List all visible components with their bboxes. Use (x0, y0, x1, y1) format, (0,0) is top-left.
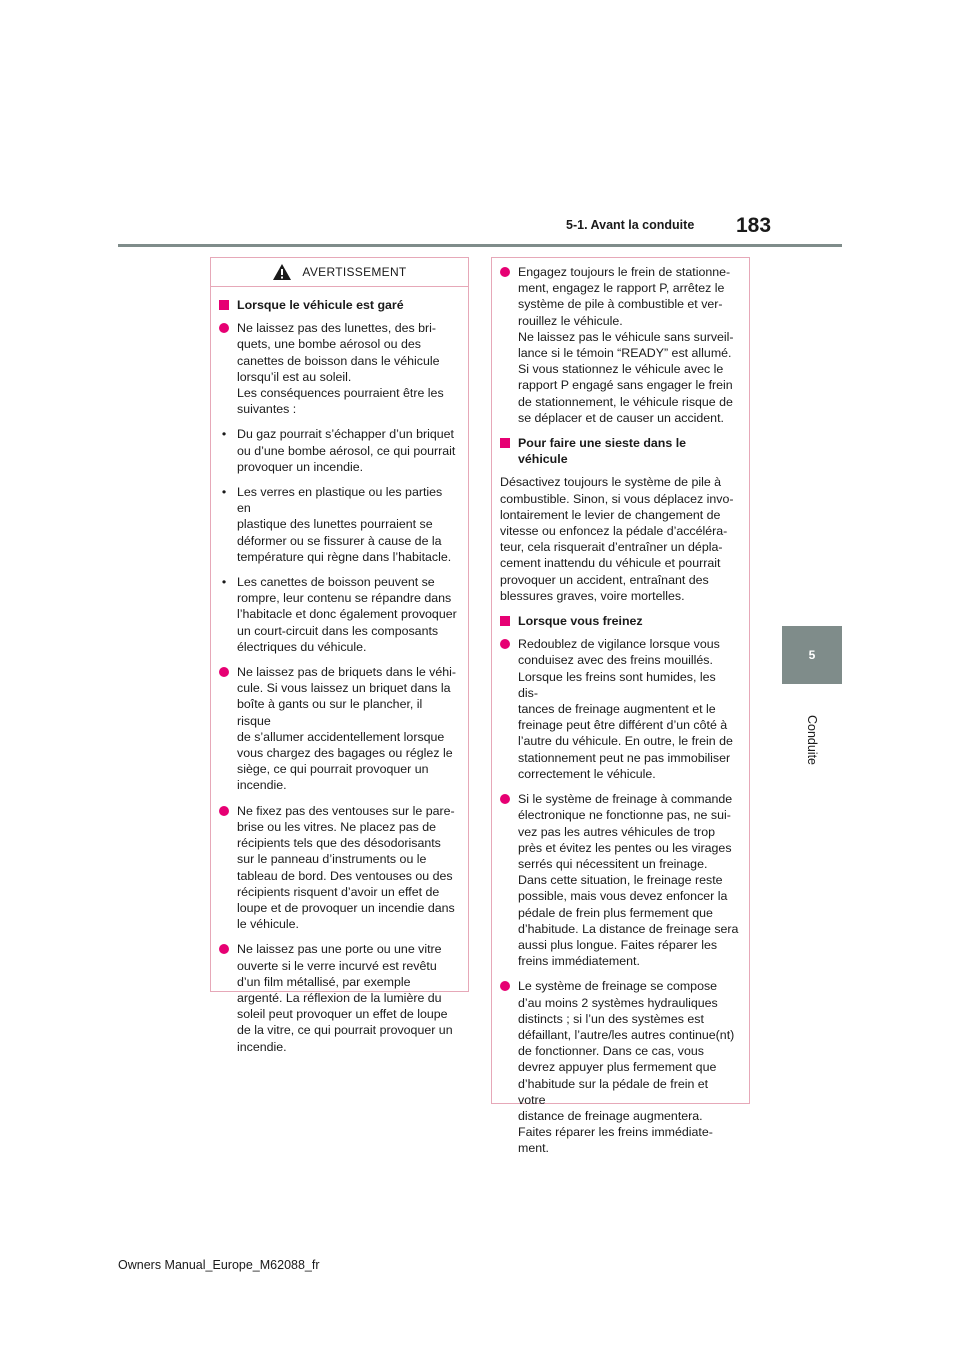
warning-title: AVERTISSEMENT (302, 265, 407, 279)
warning-title-row (211, 258, 468, 287)
footer-text: Owners Manual_Europe_M62088_fr (118, 1258, 320, 1272)
item-text: Si le système de freinage à commande électronique ne fonctionne pas, ne sui- vez pas les autres véhicules de trop près et évitez les pentes ou les virages serrés qui nécessitent un freinage. Dans cette situation, le freinage reste possible, mais vous devez enfoncer la pédale de frein plus fermement que d’habitude. La distance de freinage sera aussi plus longue. Faites réparer les freins immédiatement. (518, 792, 739, 969)
dot-bullet-icon: • (221, 485, 227, 500)
list-item (500, 636, 739, 782)
item-text: Ne laissez pas de briquets dans le véhi- cule. Si vous laissez un briquet dans la boîte à gants ou sur le plancher, il risque de s’allumer accidentellement lorsque vous chargez des bagages ou réglez le siège, ce qui pourrait provoquer un incendie. (237, 665, 457, 793)
list-item (219, 664, 458, 794)
sub-list-item (219, 484, 458, 565)
item-text: Ne laissez pas une porte ou une vitre ouverte si le verre incurvé est revêtu d’un film métallisé, par exemple argenté. La réflexion de la lumière du soleil peut provoquer un effet de loupe de la vitre, ce qui pourrait provoquer un incendie. (237, 942, 453, 1054)
header-divider (118, 244, 842, 247)
item-text: Le système de freinage se compose d’au moins 2 systèmes hydrauliques distincts ; si l’un des systèmes est défaillant, l’autre/les autres continue(nt) de fonctionner. Dans ce cas, vous devrez appuyer plus fermement que d’habitude sur la pédale de frein et votre distance de freinage augmentera. Faites réparer les freins immédiate- ment. (518, 979, 735, 1156)
list-item (219, 941, 458, 1054)
sub-list-item (219, 426, 458, 475)
square-bullet-icon (500, 616, 510, 626)
warning-box-right (491, 257, 750, 1156)
section-heading (500, 613, 739, 629)
circle-bullet-icon (500, 639, 510, 649)
circle-bullet-icon (500, 267, 510, 277)
section-title: 5-1. Avant la conduite (566, 218, 695, 232)
circle-bullet-icon (219, 323, 229, 333)
circle-bullet-icon (500, 794, 510, 804)
section-heading (500, 435, 739, 467)
square-bullet-icon (500, 438, 510, 448)
list-item (219, 803, 458, 933)
item-text: Ne fixez pas des ventouses sur le pare- brise ou les vitres. Ne placez pas de récipients tels que des désodorisants sur le panneau d’instruments ou le tableau de bord. Des ventouses ou des récipients risquent d’avoir un effet de loupe et de provoquer un incendie dans le véhicule. (237, 803, 455, 932)
list-item (219, 320, 458, 417)
warning-box-left (210, 257, 469, 1054)
item-text: Les canettes de boisson peuvent se rompre, leur contenu se répandre dans l’habitacle et donc également provoquer un court-circuit dans les composants électriques du véhicule. (237, 575, 457, 654)
circle-bullet-icon (500, 981, 510, 991)
square-bullet-icon (219, 300, 229, 310)
circle-bullet-icon (219, 667, 229, 677)
heading-text: Lorsque vous freinez (518, 614, 643, 629)
list-item (500, 978, 739, 1156)
dot-bullet-icon: • (221, 427, 227, 442)
chapter-label: Conduite (805, 714, 819, 766)
list-item (500, 791, 739, 969)
list-item (500, 264, 739, 426)
heading-text: Pour faire une sieste dans le véhicule (518, 436, 687, 467)
sub-list-item (219, 574, 458, 655)
circle-bullet-icon (219, 806, 229, 816)
chapter-number: 5 (808, 648, 816, 662)
item-text: Les verres en plastique ou les parties en plastique des lunettes pourraient se déformer ou se fissurer à cause de la température qui règne dans l’habitacle. (237, 485, 452, 564)
item-text: Redoublez de vigilance lorsque vous conduisez avec des freins mouillés. Lorsque les freins sont humides, les dis- tances de freinage augmentent et le freinage peut être différent d’un côté à l’autre du véhicule. En outre, le frein de stationnement peut ne pas immobiliser correctement le véhicule. (518, 637, 733, 781)
dot-bullet-icon: • (221, 575, 227, 590)
circle-bullet-icon (219, 944, 229, 954)
section-heading (219, 297, 458, 313)
item-text: Ne laissez pas des lunettes, des bri- quets, une bombe aérosol ou des canettes de boisson dans le véhicule lorsqu’il est au soleil. Les conséquences pourraient être les suivantes : (237, 321, 444, 417)
heading-text: Lorsque le véhicule est garé (237, 298, 404, 312)
chapter-tab (782, 626, 842, 684)
paragraph: Désactivez toujours le système de pile à combustible. Sinon, si vous déplacez invo- lontairement le levier de changement de vitesse ou enfoncez la pédale d’accéléra- teur, cela risquerait d’entraîner un dépla- cement inattendu du véhicule et pourrait provoquer un accident, entraînant des blessures graves, voire mortelles. (500, 475, 734, 603)
page-number: 183 (736, 214, 772, 237)
warning-triangle-icon (272, 263, 292, 281)
item-text: Engagez toujours le frein de stationne- ment, engagez le rapport P, arrêtez le système de pile à combustible et ver- rouillez le véhicule. Ne laissez pas le véhicule sans surveil- lance si le témoin “READY” est allumé. Si vous stationnez le véhicule avec le rapport P engagé sans engager le frein de stationnement, le véhicule risque de se déplacer et de causer un accident. (518, 265, 734, 425)
item-text: Du gaz pourrait s’échapper d’un briquet ou d’une bombe aérosol, ce qui pourrait provoquer un incendie. (237, 427, 456, 474)
